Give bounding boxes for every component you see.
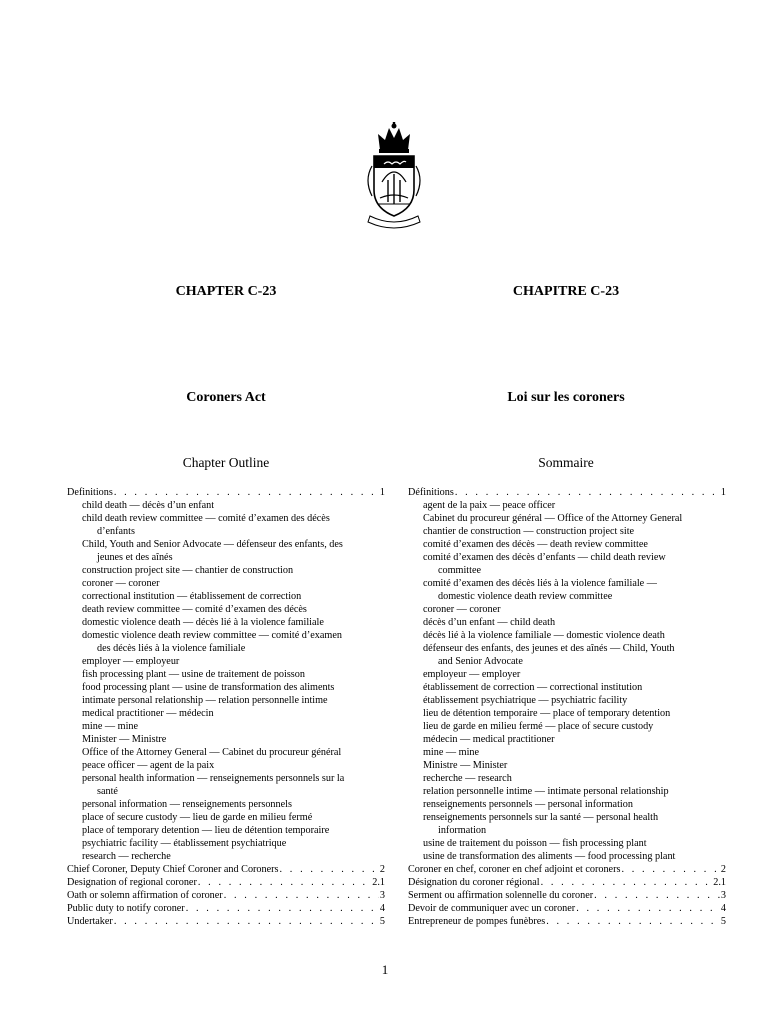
shield-icon: [374, 156, 414, 216]
definition-term: recherche — research: [423, 773, 512, 784]
definition-term: food processing plant — usine de transformation des aliments: [82, 682, 335, 693]
definition-term: Office of the Attorney General — Cabinet du procureur général: [82, 747, 342, 758]
crown-icon: [378, 122, 410, 153]
motto-scroll: [368, 216, 420, 228]
chapter-heading-fr: CHAPITRE C-23: [512, 284, 620, 299]
definition-term: comité d’examen des décès liés à la violence familiale — domestic violence death review committee: [423, 578, 657, 602]
definition-term: comité d’examen des décès — death review committee: [423, 539, 648, 550]
definition-term: child death — décès d’un enfant: [82, 500, 215, 511]
toc-entry-section[interactable]: Coroner en chef, coroner en chef adjoint et coroners . . . 2: [408, 863, 726, 876]
definition-term: relation personnelle intime — intimate personal relationship: [423, 786, 669, 797]
definition-term: personal information — renseignements personnels: [82, 799, 292, 810]
definition-term: décès lié à la violence familiale — domestic violence death: [423, 630, 665, 641]
definition-term: medical practitioner — médecin: [82, 708, 214, 719]
definition-term: coroner — coroner: [82, 578, 160, 589]
definition-term: domestic violence death — décès lié à la violence familiale: [82, 617, 324, 628]
outline-label-fr: Sommaire: [538, 455, 594, 470]
toc-entry-section[interactable]: Public duty to notify coroner . . . 4: [67, 902, 385, 915]
toc-entry-section[interactable]: Désignation du coroner régional . . . 2.1: [408, 876, 726, 889]
act-title-en: Coroners Act: [186, 390, 266, 405]
toc-entry-section[interactable]: Entrepreneur de pompes funèbres . . . 5: [408, 915, 726, 928]
definition-term: lieu de garde en milieu fermé — place of secure custody: [423, 721, 654, 732]
definition-term: place of secure custody — lieu de garde en milieu fermé: [82, 812, 313, 823]
outline-column-en: [67, 486, 385, 928]
definition-term: domestic violence death review committee — comité d’examen des décès liés à la violence familiale: [82, 630, 342, 654]
definition-term: death review committee — comité d’examen des décès: [82, 604, 307, 615]
definition-term: défenseur des enfants, des jeunes et des aînés — Child, Youth and Senior Advocate: [423, 643, 675, 667]
definition-term: lieu de détention temporaire — place of temporary detention: [423, 708, 671, 719]
definition-term: employer — employeur: [82, 656, 180, 667]
definition-term: employeur — employer: [423, 669, 521, 680]
toc-entry-section[interactable]: Devoir de communiquer avec un coroner . . . 4: [408, 902, 726, 915]
toc-entry-section[interactable]: Chief Coroner, Deputy Chief Coroner and Coroners . . . 2: [67, 863, 385, 876]
toc-entry-section[interactable]: Undertaker . . . 5: [67, 915, 385, 928]
definition-term: mine — mine: [82, 721, 139, 732]
definition-term: construction project site — chantier de construction: [82, 565, 294, 576]
definition-term: renseignements personnels — personal information: [423, 799, 633, 810]
definition-term: correctional institution — établissement de correction: [82, 591, 302, 602]
chapter-heading-en: CHAPTER C-23: [175, 284, 277, 299]
definition-term: décès d’un enfant — child death: [423, 617, 556, 628]
definition-term: chantier de construction — construction project site: [423, 526, 635, 537]
definition-term: usine de traitement du poisson — fish processing plant: [423, 838, 647, 849]
definition-term: mine — mine: [423, 747, 480, 758]
definition-term: Minister — Ministre: [82, 734, 167, 745]
definition-term: Cabinet du procureur général — Office of the Attorney General: [423, 513, 683, 524]
definition-term: psychiatric facility — établissement psychiatrique: [82, 838, 287, 849]
definition-term: child death review committee — comité d’examen des décès d’enfants: [82, 513, 330, 537]
toc-entry-definitions[interactable]: Definitions . . . 1: [67, 486, 385, 499]
definition-term: établissement psychiatrique — psychiatric facility: [423, 695, 628, 706]
page-number: 1: [381, 962, 389, 977]
definition-term: Ministre — Minister: [423, 760, 508, 771]
definition-term: médecin — medical practitioner: [423, 734, 555, 745]
toc-entry-section[interactable]: Designation of regional coroner . . . 2.1: [67, 876, 385, 889]
coat-of-arms-crest: [358, 120, 430, 230]
definition-term: comité d’examen des décès d’enfants — child death review committee: [423, 552, 666, 576]
definition-term: usine de transformation des aliments — food processing plant: [423, 851, 676, 862]
definition-term: fish processing plant — usine de traitement de poisson: [82, 669, 305, 680]
definition-term: renseignements personnels sur la santé — personal health information: [423, 812, 659, 836]
definition-term: Child, Youth and Senior Advocate — défenseur des enfants, des jeunes et des aînés: [82, 539, 343, 563]
outline-label-en: Chapter Outline: [182, 455, 270, 470]
outline-column-fr: [408, 486, 726, 928]
definition-term: personal health information — renseignements personnels sur la santé: [82, 773, 345, 797]
definition-term: peace officer — agent de la paix: [82, 760, 215, 771]
definition-term: research — recherche: [82, 851, 171, 862]
definition-term: intimate personal relationship — relation personnelle intime: [82, 695, 328, 706]
definition-term: place of temporary detention — lieu de détention temporaire: [82, 825, 330, 836]
act-title-fr: Loi sur les coroners: [507, 390, 625, 405]
toc-entry-section[interactable]: Oath or solemn affirmation of coroner . . . 3: [67, 889, 385, 902]
toc-entry-definitions[interactable]: Définitions . . . 1: [408, 486, 726, 499]
definition-term: coroner — coroner: [423, 604, 501, 615]
definition-term: établissement de correction — correctional institution: [423, 682, 643, 693]
toc-entry-section[interactable]: Serment ou affirmation solennelle du coroner . . . 3: [408, 889, 726, 902]
definition-term: agent de la paix — peace officer: [423, 500, 556, 511]
